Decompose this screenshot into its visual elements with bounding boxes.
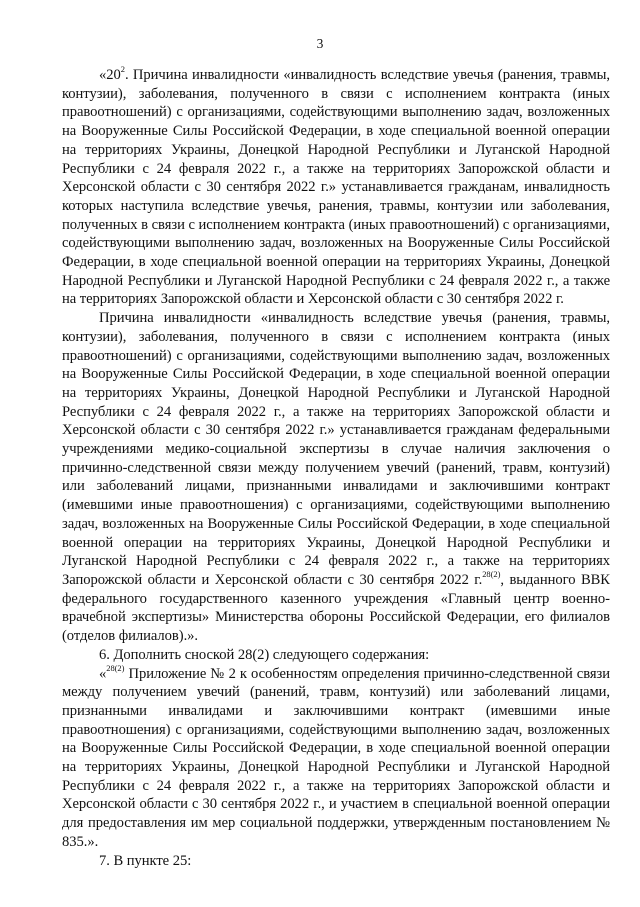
paragraph-20-2 [62, 66, 610, 309]
paragraph-20-2-superscript: 2 [120, 64, 125, 75]
footnote-ref-28-2: 28(2) [482, 569, 501, 580]
paragraph-20-2-text: . Причина инвалидности «инвалидность вследствие увечья (ранения, травмы, контузии), заболевания, полученного в связи с исполнением контракта (иных правоотношений) с организациями, содействующими выполнению задач, возложенных на Вооруженные Силы Российской Федерации, в ходе специальной военной операции на территориях Украины, Донецкой Народной Республики и Луганской Народной Республики с 24 февраля 2022 г., а также на территориях Запорожской области и Херсонской области с 30 сентября 2022 г.» устанавливается гражданам, инвалидность которых наступила вследствие увечья, ранения, травмы, контузии или заболевания, полученных в связи с исполнением контракта (иных правоотношений) с организациями, содействующими выполнению задач, возложенных на Вооруженные Силы Российской Федерации, в ходе специальной военной операции на территориях Украины, Донецкой Народной Республики и Луганской Народной Республики с 24 февраля 2022 г., а также на территориях Запорожской области и Херсонской области с 30 сентября 2022 г. [62, 67, 610, 308]
paragraph-20-2-open: «20 [99, 67, 121, 83]
footnote-text: Приложение № 2 к особенностям определения причинно-следственной связи между получением увечий (ранений, травм, контузий) или заболеваний лицами, признанными инвалидами и заключившими контракт (имевшими иные правоотношения) с организациями, содействующими выполнению задач, возложенных на Вооруженные Силы Российской Федерации, в ходе специальной военной операции на территориях Украины, Донецкой Народной Республики и Луганской Народной Республики с 24 февраля 2022 г., а также на территориях Запорожской области и Херсонской области с 30 сентября 2022 г., и участием в специальной военной операции для предоставления им мер социальной поддержки, утвержденным постановлением № 835.». [62, 665, 610, 850]
paragraph-disability-cause [62, 309, 610, 646]
paragraph-footnote-28-2 [62, 662, 610, 852]
footnote-number: 28(2) [106, 662, 125, 673]
paragraph-item-6: 6. Дополнить сноской 28(2) следующего содержания: [99, 646, 430, 663]
footnote-open-quote: « [99, 665, 107, 682]
paragraph-disability-cause-tail: , выданного ВВК федерального государственного казенного учреждения «Главный центр военно-врачебной экспертизы» Министерства обороны Российской Федерации, его филиалов (отделов филиалов).». [62, 571, 610, 645]
page-number: 3 [316, 36, 324, 51]
document-body [62, 66, 610, 870]
paragraph-item-7: 7. В пункте 25: [99, 852, 192, 869]
paragraph-disability-cause-text: Причина инвалидности «инвалидность вследствие увечья (ранения, травмы, контузии), заболевания, полученного в связи с исполнением контракта (иных правоотношений) с организациями, содействующими выполнению задач, возложенных на Вооруженные Силы Российской Федерации, в ходе специальной военной операции на территориях Украины, Донецкой Народной Республики и Луганской Народной Республики с 24 февраля 2022 г., а также на территориях Запорожской области и Херсонской области с 30 сентября 2022 г.» устанавливается гражданам федеральными учреждениями медико-социальной экспертизы в случае наличия заключения о причинно-следственной связи между получением увечий (ранений, травм, контузий) или заболеваний лицами, признанными инвалидами и заключившими контракт (имевшими иные правоотношения) с организациями, содействующими выполнению задач, возложенных на Вооруженные Силы Российской Федерации, в ходе специальной военной операции на территориях Украины, Донецкой Народной Республики и Луганской Народной Республики с 24 февраля 2022 г., а также на территориях Запорожской области и Херсонской области с 30 сентября 2022 г. [62, 310, 610, 588]
